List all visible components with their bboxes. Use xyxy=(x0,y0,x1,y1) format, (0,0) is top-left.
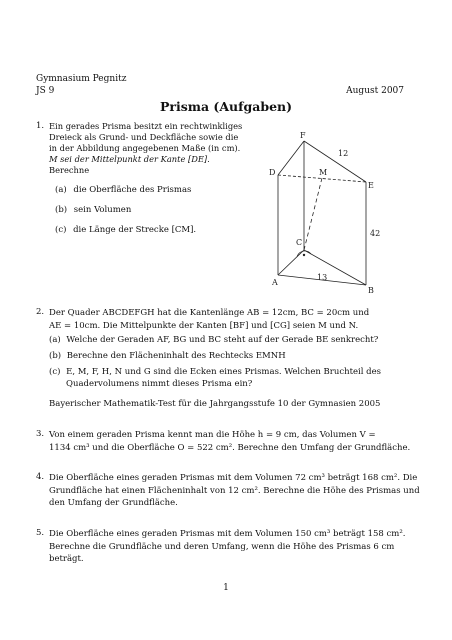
task4-line: den Umfang der Grundfläche. xyxy=(49,498,178,508)
label-d: D xyxy=(269,168,276,177)
task1-part-c xyxy=(55,224,196,237)
task4-text xyxy=(49,472,421,510)
task1-line: Ein gerades Prisma besitzt ein rechtwinkliges xyxy=(49,121,243,131)
part-label: (a) xyxy=(55,185,67,195)
length-42: 42 xyxy=(370,229,381,238)
page-title: Prisma (Aufgaben) xyxy=(159,99,293,114)
label-b: B xyxy=(368,286,374,295)
task2-number: 2. xyxy=(36,307,45,317)
label-m: M xyxy=(319,168,328,177)
part-text: E, M, F, H, N und G sind die Ecken eines Prismas. Welchen Bruchteil des xyxy=(66,367,381,377)
task1-part-a xyxy=(55,184,191,197)
header-date: August 2007 xyxy=(346,86,404,96)
task3-line: 1134 cm³ und die Oberfläche O = 522 cm². Berechne den Umfang der Grundfläche. xyxy=(49,442,411,453)
class-label: JS 9 xyxy=(36,86,55,96)
task3-line: Von einem geraden Prisma kennt man die Höhe h = 9 cm, das Volumen V = xyxy=(49,430,376,440)
task2-line: AE = 10cm. Die Mittelpunkte der Kanten [BF] und [CG] seien M und N. xyxy=(49,320,359,331)
task5-number: 5. xyxy=(36,528,45,538)
edge-fe xyxy=(304,141,366,182)
label-f: F xyxy=(300,131,306,140)
task5-line: beträgt. xyxy=(49,554,84,564)
task1-line: Dreieck als Grund- und Deckfläche sowie die xyxy=(49,132,239,142)
task1-part-b xyxy=(55,204,131,217)
part-label: (b) xyxy=(55,205,68,215)
task3-text xyxy=(49,429,421,454)
part-text: die Oberfläche des Prismas xyxy=(73,185,192,195)
edge-fd xyxy=(278,141,304,175)
task4-line: Grundfläche hat einen Flächeninhalt von 12 cm². Berechne die Höhe des Prismas und xyxy=(49,485,420,496)
part-label: (c) xyxy=(49,367,61,377)
task1-line: Berechne xyxy=(49,165,90,175)
task2-source: Bayerischer Mathematik-Test für die Jahrgangsstufe 10 der Gymnasien 2005 xyxy=(49,399,381,409)
right-angle-dot xyxy=(303,254,305,256)
task2-part-b xyxy=(49,350,286,363)
task2-line: Der Quader ABCDEFGH hat die Kantenlänge AB = 12cm, BC = 20cm und xyxy=(49,308,370,318)
task2-text xyxy=(49,307,421,332)
task2-part-c xyxy=(49,366,381,379)
part-text: sein Volumen xyxy=(73,205,132,215)
label-a: A xyxy=(272,278,278,287)
task2-part-c-cont: Quadervolumens nimmt dieses Prisma ein? xyxy=(66,379,253,389)
task5-line: Die Oberfläche eines geraden Prismas mit dem Volumen 150 cm³ beträgt 158 cm². xyxy=(49,529,406,539)
edge-ac xyxy=(278,250,304,275)
label-e: E xyxy=(368,181,374,190)
length-13: 13 xyxy=(317,273,328,282)
task5-line: Berechne die Grundfläche und deren Umfang, wenn die Höhe des Prismas 6 cm xyxy=(49,541,395,552)
length-12: 12 xyxy=(338,149,349,158)
page-number: 1 xyxy=(223,583,229,593)
label-c: C xyxy=(296,238,303,247)
prism-figure xyxy=(260,125,400,300)
task1-line: M sei der Mittelpunkt der Kante [DE]. xyxy=(49,154,210,164)
task3-number: 3. xyxy=(36,429,45,439)
part-label: (a) xyxy=(49,335,61,345)
task1-number: 1. xyxy=(36,121,45,131)
task5-text xyxy=(49,528,421,566)
part-label: (b) xyxy=(49,351,62,361)
task4-number: 4. xyxy=(36,472,45,482)
segment-cm xyxy=(304,178,322,250)
task4-line: Die Oberfläche eines geraden Prismas mit dem Volumen 72 cm³ beträgt 168 cm². Die xyxy=(49,473,418,483)
part-text: die Länge der Strecke [CM]. xyxy=(73,225,197,235)
task1-text xyxy=(49,121,274,176)
task1-line: in der Abbildung angegebenen Maße (in cm). xyxy=(49,143,241,153)
school-name: Gymnasium Pegnitz xyxy=(36,74,127,84)
edge-cb xyxy=(304,250,366,285)
task2-part-a xyxy=(49,334,378,347)
part-text: Welche der Geraden AF, BG und BC steht auf der Gerade BE senkrecht? xyxy=(66,335,379,345)
part-text: Berechne den Flächeninhalt des Rechtecks EMNH xyxy=(66,351,286,361)
part-label: (c) xyxy=(55,225,67,235)
